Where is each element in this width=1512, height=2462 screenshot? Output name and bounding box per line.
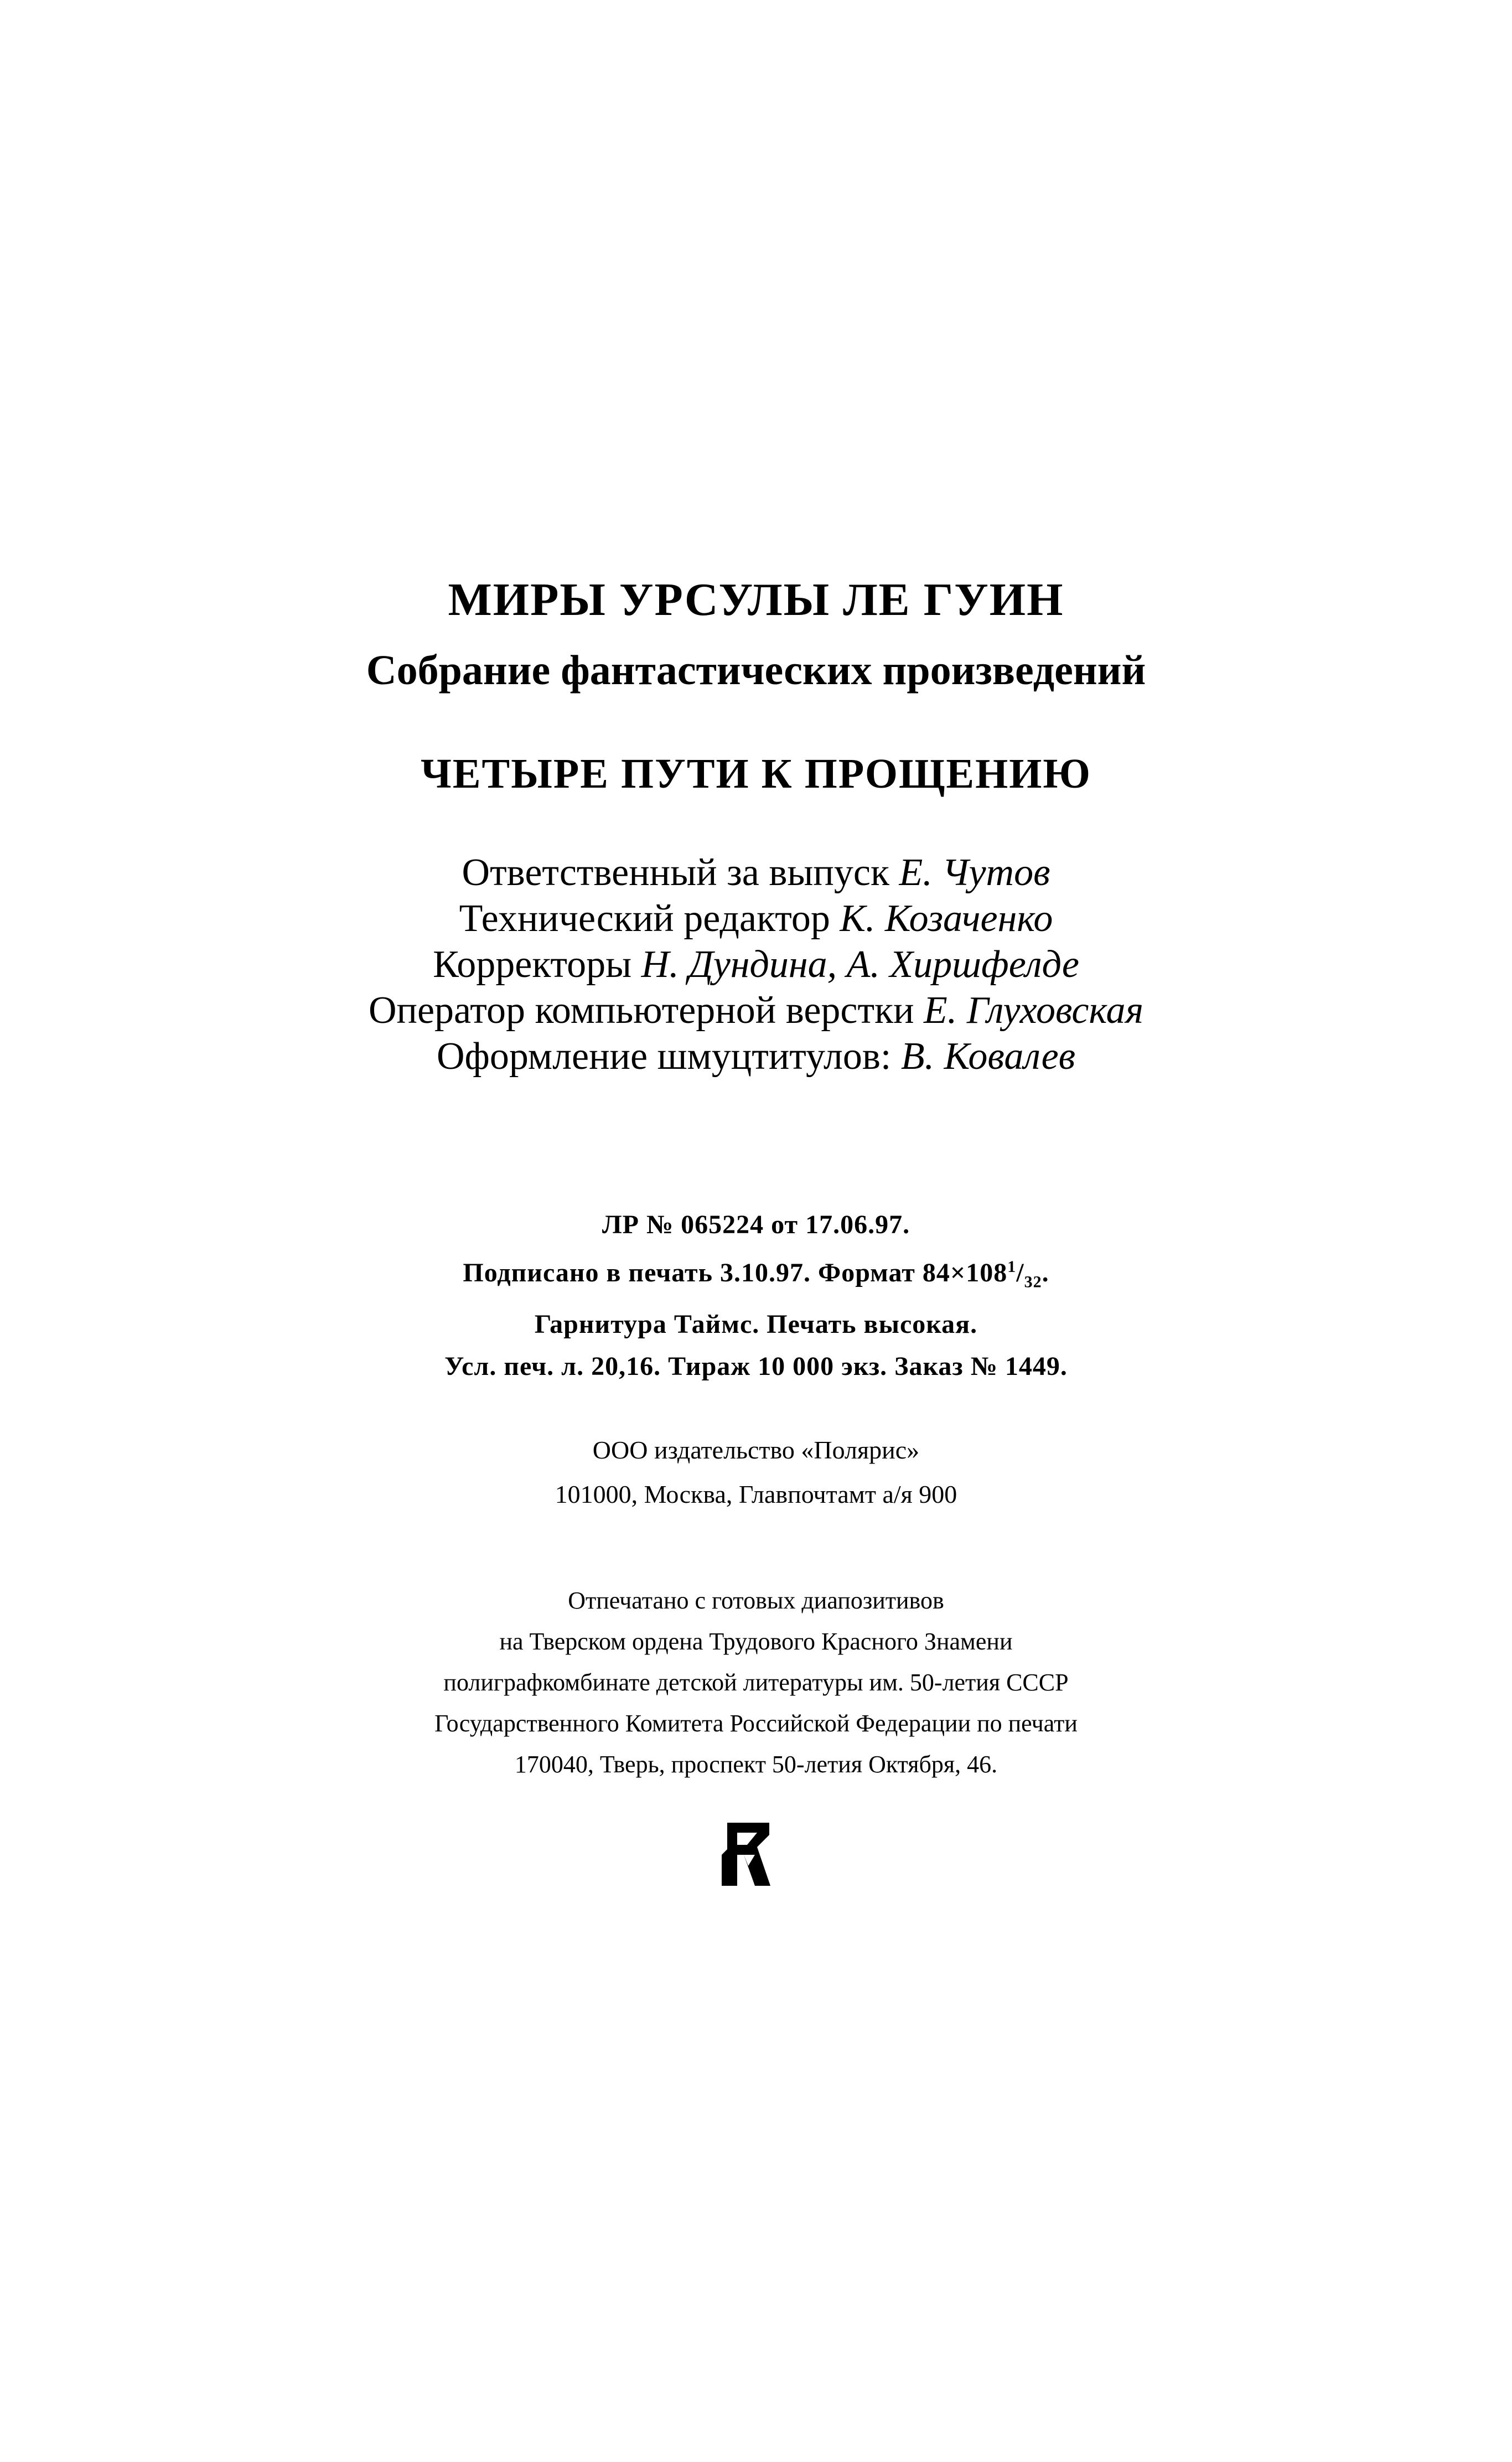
credit-name: К. Козаченко <box>840 897 1053 940</box>
credits-block <box>0 850 1512 1079</box>
credit-role: Оформление шмуцтитулов: <box>436 1035 892 1078</box>
printer-block <box>0 1580 1512 1785</box>
print-imprint <box>0 1204 1512 1388</box>
printer-logo-icon <box>715 1818 781 1890</box>
credit-name: Е. Глуховская <box>924 989 1144 1032</box>
publisher-block <box>0 1428 1512 1517</box>
series-title: МИРЫ УРСУЛЫ ЛЕ ГУИН <box>448 574 1064 625</box>
format-denominator: 32 <box>1024 1273 1042 1291</box>
license-line: ЛР № 065224 от 17.06.97. <box>602 1210 910 1239</box>
credit-name: Н. Дундина, А. Хиршфелде <box>641 943 1079 986</box>
credit-line <box>0 942 1512 987</box>
printer-line: Отпечатано с готовых диапозитивов <box>568 1587 944 1614</box>
credit-role: Корректоры <box>433 943 632 986</box>
credit-line <box>0 896 1512 942</box>
signed-format-line: Подписано в печать 3.10.97. Формат $84\times 108^1/_{32}$. <box>463 1258 1049 1291</box>
credit-name: В. Ковалев <box>900 1035 1076 1078</box>
credit-role: Ответственный за выпуск <box>462 851 889 894</box>
publisher-name: ООО издательство «Полярис» <box>592 1436 920 1464</box>
book-title: ЧЕТЫРЕ ПУТИ К ПРОЩЕНИЮ <box>421 751 1091 797</box>
publisher-address: 101000, Москва, Главпочтамт а/я 900 <box>555 1480 957 1508</box>
printer-line: полиграфкомбинате детской литературы им. 50-летия СССР <box>443 1669 1069 1696</box>
printer-line: на Тверском ордена Трудового Красного Знамени <box>499 1628 1013 1655</box>
credit-line <box>0 850 1512 896</box>
print-run-line: Усл. печ. л. 20,16. Тираж 10 000 экз. Заказ № 1449. <box>444 1351 1068 1381</box>
credit-role: Оператор компьютерной верстки <box>368 989 914 1032</box>
credit-name: Е. Чутов <box>899 851 1050 894</box>
credit-role: Технический редактор <box>459 897 830 940</box>
typeface-line: Гарнитура Таймс. Печать высокая. <box>534 1309 978 1339</box>
credit-line <box>0 987 1512 1033</box>
series-subtitle: Собрание фантастических произведений <box>366 647 1146 694</box>
printer-line: Государственного Комитета Российской Федерации по печати <box>434 1710 1078 1737</box>
format-numerator: 1 <box>1007 1258 1017 1276</box>
printer-address: 170040, Тверь, проспект 50-летия Октября, 46. <box>514 1751 998 1778</box>
credit-line <box>0 1033 1512 1079</box>
signed-format-text: Подписано в печать 3.10.97. Формат 84×108 <box>463 1258 1008 1287</box>
